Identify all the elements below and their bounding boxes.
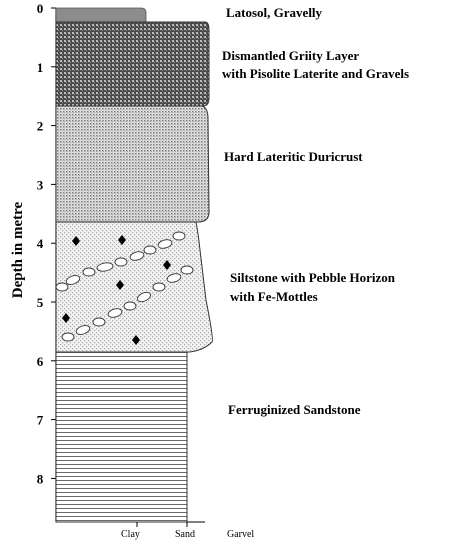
label-latosol: Latosol, Gravelly — [226, 5, 323, 20]
depth-tick-label: 4 — [36, 236, 44, 252]
grain-size-scale — [121, 522, 254, 540]
depth-tick-label: 8 — [36, 471, 44, 487]
label-siltstone-line-2: with Fe-Mottles — [230, 289, 318, 304]
grain-label-sand: Sand — [175, 529, 195, 540]
depth-tick-label: 3 — [36, 177, 44, 193]
depth-tick-label: 2 — [36, 118, 44, 134]
label-hard-duricrust: Hard Lateritic Duricrust — [224, 149, 363, 164]
layer-dismantled-gritty — [56, 22, 209, 106]
grain-label-clay: Clay — [121, 529, 140, 540]
layer-siltstone-pebble — [56, 222, 212, 352]
depth-tick-label: 1 — [36, 59, 44, 75]
layer-ferruginized-sandstone — [56, 352, 187, 522]
depth-axis-title: Depth in metre — [10, 201, 26, 299]
depth-tick-label: 7 — [36, 412, 44, 428]
depth-tick-label: 0 — [36, 1, 44, 16]
layer-latosol — [56, 8, 146, 22]
label-ferruginized-sandstone: Ferruginized Sandstone — [228, 402, 361, 417]
layer-hard-duricrust — [56, 106, 209, 222]
depth-tick-label: 6 — [36, 353, 44, 369]
depth-ticks — [37, 1, 56, 486]
label-siltstone-line-1: Siltstone with Pebble Horizon — [230, 270, 396, 285]
grain-label-garvel: Garvel — [227, 529, 255, 540]
depth-tick-label: 5 — [36, 295, 44, 310]
label-dismantled-line-2: with Pisolite Laterite and Gravels — [222, 66, 410, 81]
label-dismantled-line-1: Dismantled Griity Layer — [222, 48, 360, 63]
